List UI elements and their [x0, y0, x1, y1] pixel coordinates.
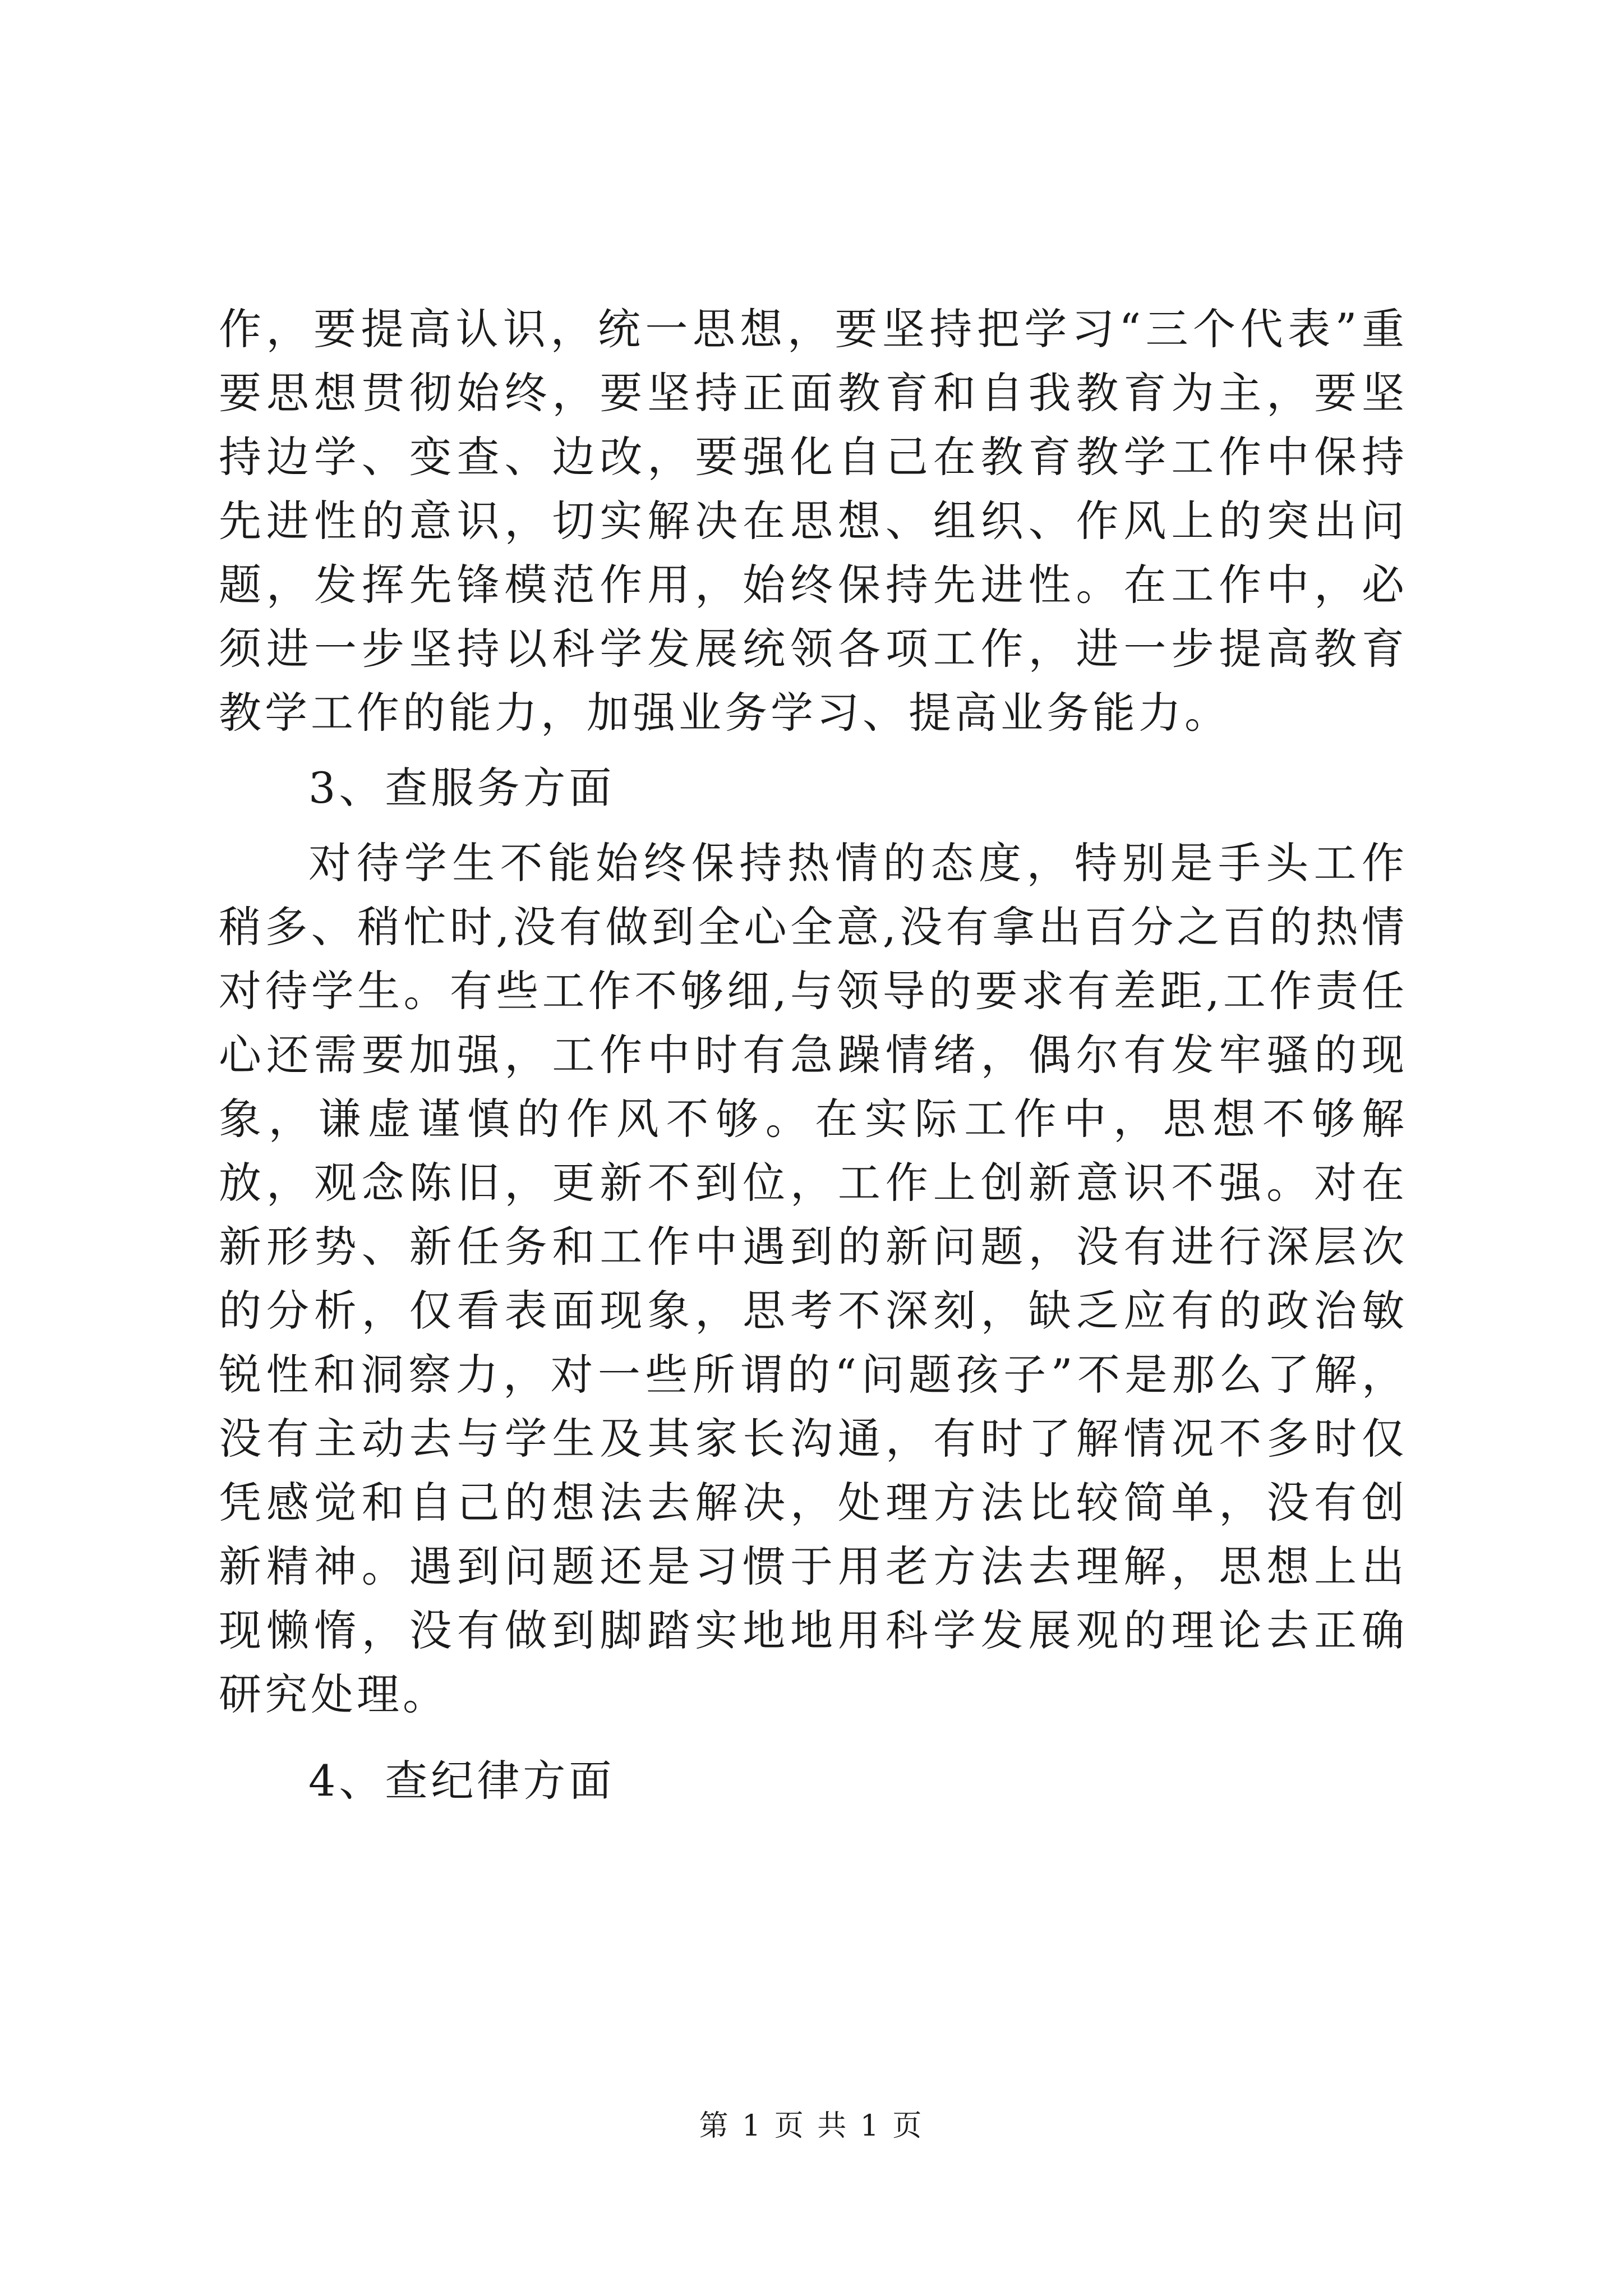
body-paragraph: 对待学生不能始终保持热情的态度，特别是手头工作稍多、稍忙时,没有做到全心全意,没有拿出百分之百的热情对待学生。有些工作不够细,与领导的要求有差距,工作责任心还需要加强，工作中时有急躁情绪，偶尔有发牢骚的现象，谦虚谨慎的作风不够。在实际工作中，思想不够解放，观念陈旧，更新不到位，工作上创新意识不强。对在新形势、新任务和工作中遇到的新问题，没有进行深层次的分析，仅看表面现象，思考不深刻，缺乏应有的政治敏锐性和洞察力，对一些所谓的“问题孩子”不是那么了解，没有主动去与学生及其家长沟通，有时了解情况不多时仅凭感觉和自己的想法去解决，处理方法比较简单，没有创新精神。遇到问题还是习惯于用老方法去理解，思想上出现懒惰，没有做到脚踏实地地用科学发展观的理论去正确研究处理。	[219, 838, 1408, 1719]
paragraph-spacer	[219, 820, 1408, 831]
document-body	[219, 297, 1408, 1813]
page-number-footer: 第 1 页 共 1 页	[699, 2109, 924, 2143]
section-heading-discipline: 4、查纪律方面	[308, 1756, 615, 1806]
section-heading-service: 3、查服务方面	[308, 763, 615, 813]
body-paragraph: 作，要提高认识，统一思想，要坚持把学习“三个代表”重要思想贯彻始终，要坚持正面教育和自我教育为主，要坚持边学、变查、边改，要强化自己在教育教学工作中保持先进性的意识，切实解决在思想、组织、作风上的突出问题，发挥先锋模范作用，始终保持先进性。在工作中，必须进一步坚持以科学发展统领各项工作，进一步提高教育教学工作的能力，加强业务学习、提高业务能力。	[219, 304, 1408, 738]
paragraph-spacer	[219, 1727, 1408, 1749]
paragraph-spacer	[219, 745, 1408, 756]
